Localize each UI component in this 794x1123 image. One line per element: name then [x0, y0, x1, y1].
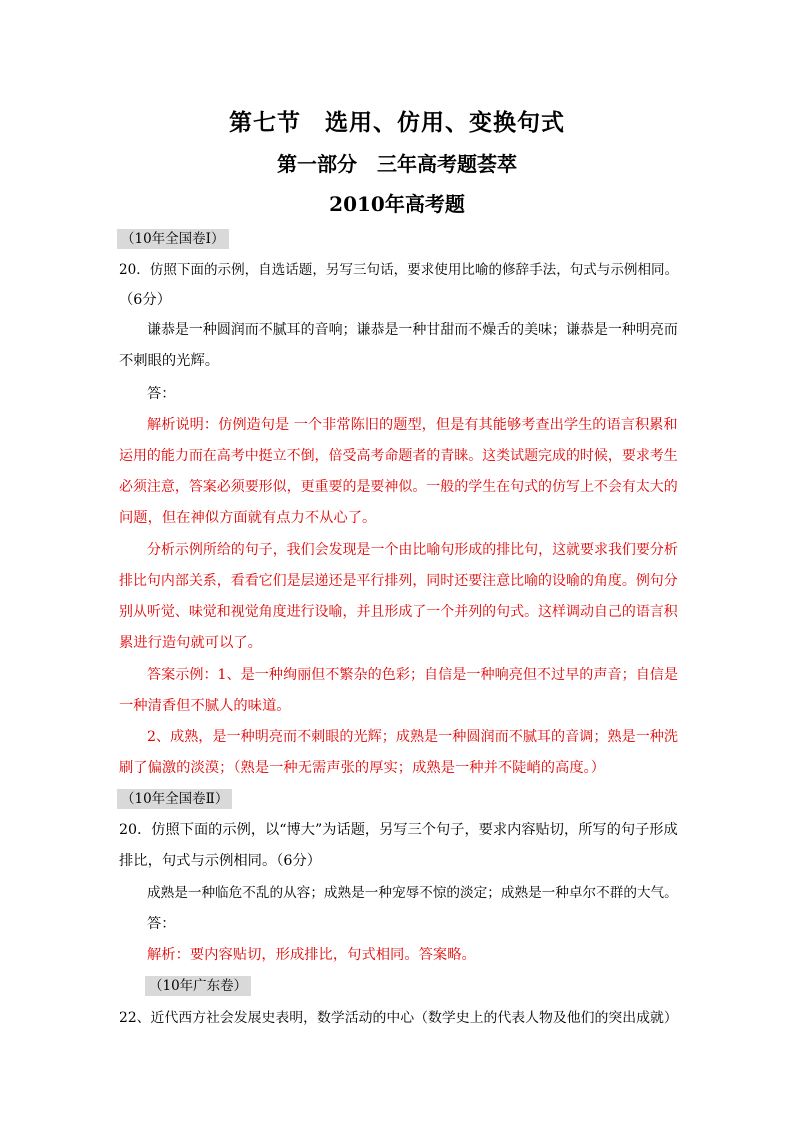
source-tag: （10年广东卷）: [145, 976, 251, 996]
question-line: （6分）: [119, 292, 171, 308]
analysis-line: 问题，但在神似方面就有点力不从心了。: [119, 510, 377, 526]
analysis-line: 解析说明：仿例造句是 一个非常陈旧的题型，但是有其能够考查出学生的语言积累和: [147, 417, 678, 433]
analysis-line: 排比句内部关系，看看它们是层递还是平行排列，同时还要注意比喻的设喻的角度。例句分: [119, 573, 678, 589]
analysis-line: 分析示例所给的句子，我们会发现是一个由比喻句形成的排比句，这就要求我们要分析: [147, 542, 678, 558]
question-line: 排比，句式与示例相同。（6分）: [119, 853, 322, 869]
example-line: 成熟是一种临危不乱的从容；成熟是一种宠辱不惊的淡定；成熟是一种卓尔不群的大气。: [147, 885, 678, 901]
question-line: 22、近代西方社会发展史表明，数学活动的中心（数学史上的代表人物及他们的突出成就）: [119, 1010, 678, 1026]
analysis-line: 必须注意，答案必须要形似，更重要的是要神似。一般的学生在句式的仿写上不会有太大的: [119, 479, 678, 495]
section-title: 第七节 选用、仿用、变换句式: [229, 109, 565, 136]
sample-answer-line: 刷了偏激的淡漠；（熟是一种无需声张的厚实；成熟是一种并不陡峭的高度。）: [119, 760, 606, 776]
sample-answer-line: 一种清香但不腻人的味道。: [119, 698, 291, 714]
analysis-line: 运用的能力而在高考中挺立不倒，倍受高考命题者的青睐。这类试题完成的时候，要求考生: [119, 448, 678, 464]
analysis-line: 别从听觉、味觉和视觉角度进行设喻，并且形成了一个并列的句式。这样调动自己的语言积: [119, 604, 678, 620]
question-line: 20．仿照下面的示例，以“博大”为话题，另写三个句子，要求内容贴切，所写的句子形成: [119, 822, 678, 838]
sample-answer-line: 2、成熟，是一种明亮而不刺眼的光辉；成熟是一种圆润而不腻耳的音调；熟是一种洗: [147, 729, 679, 745]
source-tag: （10年全国卷Ⅰ）: [117, 229, 229, 249]
example-line: 不刺眼的光辉。: [119, 353, 220, 369]
year-heading: 2010年高考题: [329, 192, 465, 216]
answer-label: 答：: [147, 386, 176, 402]
source-tag: （10年全国卷Ⅱ）: [117, 789, 232, 809]
analysis-line: 解析：要内容贴切，形成排比，句式相同。答案略。: [147, 947, 476, 963]
part-heading: 第一部分 三年高考题荟萃: [277, 152, 517, 176]
analysis-line: 累进行造句就可以了。: [119, 635, 262, 651]
answer-label: 答：: [147, 916, 176, 932]
example-line: 谦恭是一种圆润而不腻耳的音响；谦恭是一种甘甜而不燥舌的美味；谦恭是一种明亮而: [147, 322, 678, 338]
sample-answer-line: 答案示例：1、是一种绚丽但不繁杂的色彩；自信是一种响亮但不过早的声音；自信是: [147, 667, 679, 683]
question-line: 20．仿照下面的示例，自选话题，另写三句话，要求使用比喻的修辞手法，句式与示例相同。: [119, 262, 679, 278]
